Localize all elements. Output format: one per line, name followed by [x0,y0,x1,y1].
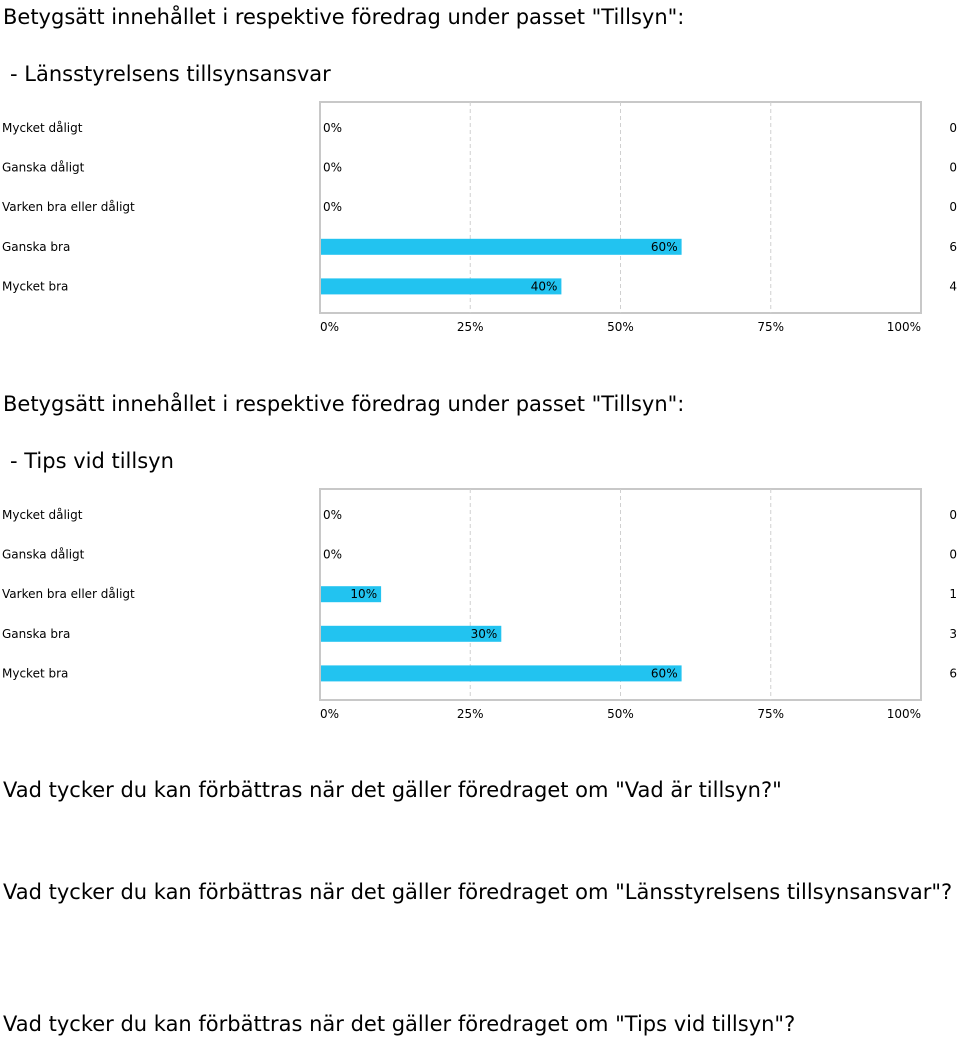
bar-percent-label: 30% [470,626,498,641]
count-label: 0 [949,121,957,135]
bar-percent-label: 0% [323,200,343,215]
count-label: 6 [949,666,957,681]
count-label: 3 [949,626,957,641]
bar-percent-label: 60% [650,239,678,254]
count-label: 0 [949,200,957,215]
category-label: Mycket bra [2,279,69,294]
chart-lansstyrelsens-tillsynsansvar [0,98,960,338]
question-tips-vid-tillsyn: Vad tycker du kan förbättras när det gäller föredraget om "Tips vid tillsyn"? [3,1012,796,1036]
tick-label: 75% [757,320,785,334]
bar-percent-label: 10% [350,587,378,602]
category-label: Ganska bra [2,626,71,641]
tick-label: 25% [456,320,484,334]
tick-label: 100% [886,320,921,334]
bar-percent-label: 0% [323,547,343,562]
category-label: Varken bra eller dåligt [2,200,135,215]
tick-label: 0% [320,707,340,721]
bar-percent-label: 0% [323,160,343,175]
count-label: 0 [949,547,957,562]
bar [321,239,682,255]
chart-tips-vid-tillsyn [0,485,960,725]
tick-label: 75% [757,707,785,721]
question-lansstyrelsens-tillsynsansvar: Vad tycker du kan förbättras när det gäller föredraget om "Länsstyrelsens tillsynsansvar"? [3,880,953,904]
count-label: 0 [949,508,957,522]
bar [321,278,561,294]
count-label: 4 [949,279,957,294]
tick-label: 50% [607,320,634,334]
section-1-heading: Betygsätt innehållet i respektive föredrag under passet "Tillsyn": [3,5,685,29]
bar-percent-label: 0% [323,508,343,522]
tick-label: 50% [607,707,634,721]
category-label: Mycket bra [2,666,69,681]
question-vad-ar-tillsyn: Vad tycker du kan förbättras när det gäller föredraget om "Vad är tillsyn?" [3,778,782,802]
section-1-subheading: - Länsstyrelsens tillsynsansvar [10,62,331,86]
category-label: Ganska dåligt [2,160,85,175]
category-label: Mycket dåligt [2,508,83,522]
chart-svg [0,485,960,725]
count-label: 0 [949,160,957,175]
category-label: Ganska dåligt [2,547,85,562]
category-label: Varken bra eller dåligt [2,587,135,602]
category-label: Ganska bra [2,239,71,254]
chart-svg [0,98,960,338]
count-label: 1 [949,587,957,602]
section-2-subheading: - Tips vid tillsyn [10,449,174,473]
count-label: 6 [949,239,957,254]
tick-label: 0% [320,320,340,334]
bar-percent-label: 0% [323,121,343,135]
category-label: Mycket dåligt [2,121,83,135]
bar-percent-label: 40% [530,279,558,294]
section-2-heading: Betygsätt innehållet i respektive föredrag under passet "Tillsyn": [3,392,685,416]
bar-percent-label: 60% [650,666,678,681]
tick-label: 25% [456,707,484,721]
bar [321,665,682,681]
tick-label: 100% [886,707,921,721]
